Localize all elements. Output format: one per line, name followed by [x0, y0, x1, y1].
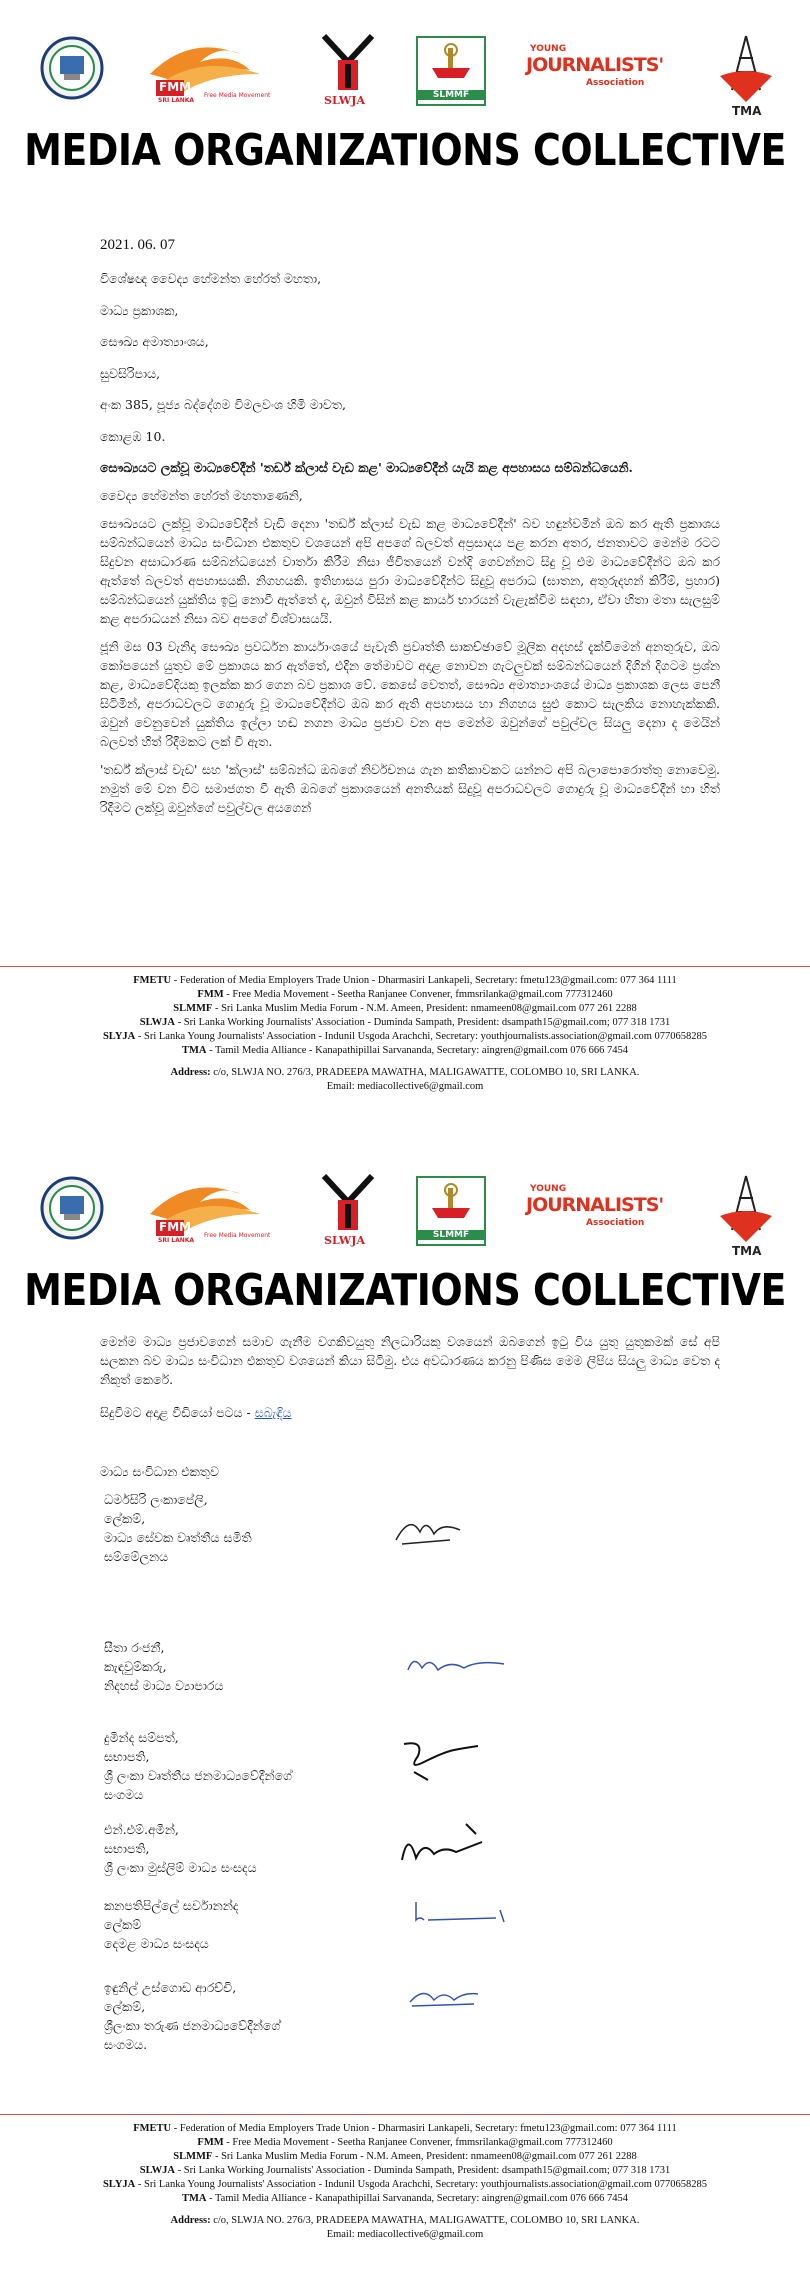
signatory-block	[104, 1978, 280, 2054]
signature-image	[404, 1896, 514, 1930]
letter-subject: සෞඛ්‍යයට ලක්වූ මාධ්‍යවේදීන් 'තර්ඩ් ක්ලාස් වැඩ කළ' මාධ්‍යවේදීන් යැයි කළ අපහාසය සම්බන්ධයෙනි.	[100, 460, 633, 475]
fmm-logo-caption: Free Media Movement	[204, 92, 271, 99]
letter-paragraph: සෞඛ්‍යයට ලක්වූ මාධ්‍යවේදීන් වැඩි දෙනා 'තර්ඩ් ක්ලාස් වැඩ කළ මාධ්‍යවේදීන්' බව හඳුන්වමින් ඔබ කර ඇති ප්‍රකාශය සම්බන්ධයෙන් මාධ්‍ය සංවිධාන එකතුව වශයෙන් අපි අපගේ බලවත් අප්‍රසාදය පළ කරන අතර, ජනතාවට මෙන්ම රටට සිදුවන අසාධාරණ සම්බන්ධයෙන් වාර්තා කිරීම නිසා ජීවිතයෙන් වන්දි ගෙවන්නට සිදු වූ එම මාධ්‍යවේදීන්ට ඔබ කර ඇත්තේ බලවත් අපහාසයකි. නිගහයකි. ඉතිහාසය පුරා මාධ්‍යවේදීන්ට සිදුවූ අපරාධ (ඝාතන, අතුරුදහන් කිරීම්, ප්‍රහාර) සම්බන්ධයෙන් යුක්තිය ඉටු නොවී ඇත්තේ ද, ඔවුන් විසින් කළ කාර්ය භාරයන් වැළැක්වීම සඳහා, ඒවා හිතා මතා සැලසුම් කළ අපරාධයන් නිසා බව අපගේ විශ්වාසයයි.	[100, 516, 720, 626]
slwja-logo	[318, 1172, 378, 1252]
letter-paragraph: 'තර්ඩ් ක්ලාස් වැඩ' සහ 'ක්ලාස්' සම්බන්ධ ඔබගේ නිර්වචනය ගැන කතිකාවකට යන්නට අපි බලාපොරොත්තු නොවෙමු. නමුත් මේ වන විට සමාජගත වී ඇති ඔබගේ ප්‍රකාශයෙන් අනතියක් සිදුවූ අපරාධවලට ගොදුරු වූ මාධ්‍යවේදීන් හා හිත් රිදීමට ලක්වූ ඔවුන්ගේ පවුල්වල අයගෙන්	[100, 762, 720, 815]
footer-line: SLMMF - Sri Lanka Muslim Media Forum - N.M. Ameen, President: nmameen08@gmail.com 077 261 2288	[173, 1003, 637, 1014]
footer-line: SLYJA - Sri Lanka Young Journalists' Association - Indunil Usgoda Arachchi, Secretary: youthjournalists.association@gmail.com 0770658285	[102, 1031, 708, 1042]
footer-email: Email: mediacollective6@gmail.com	[326, 2229, 484, 2240]
signatory-line: ධර්මසිරි ලංකාපේලි,	[104, 1492, 208, 1507]
slmmf-logo	[416, 36, 486, 106]
signatory-line: එන්.එම්.අමීන්,	[104, 1822, 179, 1837]
fmm-logo-text: FMM	[159, 80, 192, 94]
signatory-block	[104, 1490, 252, 1566]
signatory-line: ලේකම්,	[104, 1999, 146, 2014]
address-line: විශේෂඥ වෛද්‍ය හේමන්ත හේරත් මහතා,	[100, 271, 322, 286]
signatory-line: ලේකම්	[104, 1917, 142, 1932]
signatory-line: ලේකම්,	[104, 1511, 146, 1526]
letter-body-continued	[100, 1332, 720, 1490]
signatory-line: සම්මේලනය	[104, 1549, 169, 1564]
letter-salutation: වෛද්‍ය හේමන්ත හේරත් මහතාණෙනි,	[100, 488, 303, 503]
video-link[interactable]: සබැඳිය	[254, 1405, 292, 1420]
mediacollective-seal-logo	[40, 36, 104, 100]
footer-line: SLWJA - Sri Lanka Working Journalists' Association - Duminda Sampath, President: dsampath15@gmail.com; 077 318 1731	[139, 2165, 671, 2176]
signatory-block	[104, 1820, 257, 1877]
fmm-logo-sub: SRI LANKA	[158, 1237, 195, 1244]
footer-divider	[0, 966, 810, 967]
footer-divider	[0, 2114, 810, 2115]
signatory-line: සභාපති,	[104, 1749, 150, 1764]
yja-logo-text1: YOUNG	[530, 1184, 567, 1194]
recipient-address	[100, 269, 720, 446]
slmmf-logo-text: SLMMF	[418, 1230, 484, 1240]
tma-logo	[716, 1172, 776, 1262]
tma-logo-text: TMA	[732, 104, 762, 118]
letter-body	[100, 236, 720, 826]
tower-icon	[716, 32, 776, 104]
letter-paragraph: මෙන්ම මාධ්‍ය ප්‍රජාවගෙන් සමාව ගැනීම වගකිවයුතු නිලධාරියකු වශයෙන් ඔබගෙන් ඉටු විය යුතු යුතුකමක් සේ අපි සලකන බව මාධ්‍ය සංවිධාන එකතුව වශයෙන් කියා සිටිමු. එය අවධාරණය කරනු පිණිස මෙම ලිපිය සියලු මාධ්‍ය වෙත ද නිකුත් කෙරේ.	[100, 1334, 720, 1387]
slwja-logo	[318, 32, 378, 112]
mediacollective-seal-logo	[40, 1176, 104, 1240]
footer	[0, 2122, 810, 2242]
signature-image	[404, 1650, 514, 1680]
footer-line: SLYJA - Sri Lanka Young Journalists' Association - Indunil Usgoda Arachchi, Secretary: youthjournalists.association@gmail.com 0770658285	[102, 2179, 708, 2190]
footer	[0, 974, 810, 1094]
slmmf-logo-text: SLMMF	[418, 90, 484, 100]
signatory-block	[104, 1638, 223, 1695]
signatory-line: කැඳවුම්කරු,	[104, 1659, 167, 1674]
page-title: MEDIA ORGANIZATIONS COLLECTIVE	[24, 124, 786, 176]
fmm-logo-caption: Free Media Movement	[204, 1232, 271, 1239]
yja-logo-text1: YOUNG	[530, 44, 567, 54]
young-journalists-logo	[526, 44, 664, 104]
footer-line: FMM - Free Media Movement - Seetha Ranjanee Convener, fmmsrilanka@gmail.com 777312460	[197, 989, 613, 1000]
slwja-logo-text: SLWJA	[324, 94, 366, 107]
yja-logo-text3: Association	[586, 78, 645, 88]
slmmf-logo	[416, 1176, 486, 1246]
letter-paragraph: ජූනි මස 03 වැනිදා සෞඛ්‍ය ප්‍රවර්ධන කාර්යාංශයේ පැවැති ප්‍රවෘත්ති සාකච්ඡාවේ මූලික අදහස් දැක්වීමෙන් අනතුරුව, ඔබ කෝපයෙන් යුතුව මේ ප්‍රකාශය කර ඇත්තේ, එදින තේමාවට අදාළ නොවන ගැටලුවක් සම්බන්ධයෙන් දිගින් දිගටම ප්‍රශ්න කළ, මාධ්‍යවේදියකු ඉලක්ක කර ගෙන බව ප්‍රකාශ වේ. කෙසේ වෙතත්, සෞඛ්‍ය අමාත්‍යාංශයේ මාධ්‍ය ප්‍රකාශක ලෙස පෙනී සිටිමින්, අපරාධවලට ගොදුරු වූ මාධ්‍යවේදීන්ට ඔබ කර ඇති අපහාසය හා නිගහය සුළු කොට සැලකිය නොහැක්කකි. ඔවුන් වෙනුවෙන් යුක්තිය ඉල්ලා හඬ නගන මාධ්‍ය ප්‍රජාව වන අප මෙන්ම ඔවුන්ගේ පවුල්වල සියලු දෙනා ද මෙයින් බලවත් හිත් රිදීමකට ලක් වී ඇත.	[100, 639, 720, 749]
ship-icon	[418, 38, 484, 84]
signature-image	[394, 1736, 484, 1784]
address-line: කොළඹ 10.	[100, 428, 166, 444]
signatory-line: ශ්‍රීලංකා තරුණ ජනමාධ්‍යවේදීන්ගේ	[104, 2018, 281, 2033]
video-link-line	[100, 1403, 720, 1422]
letter-page-2	[0, 1140, 810, 2280]
footer-email: Email: mediacollective6@gmail.com	[326, 1081, 484, 1092]
young-journalists-logo	[526, 1184, 664, 1244]
signatory-line: සංගමය.	[104, 2037, 148, 2052]
signature-image	[390, 1510, 470, 1550]
signatory-line: නිදහස් මාධ්‍ය ව්‍යාපාරය	[104, 1678, 224, 1693]
pen-figure-icon	[318, 1172, 378, 1234]
video-link-label: සිදුවීමට අදාළ වීඩියෝ පටය -	[100, 1405, 251, 1420]
footer-address: Address: c/o, SLWJA NO. 276/3, PRADEEPA MAWATHA, MALIGAWATTE, COLOMBO 10, SRI LANKA.	[170, 2215, 640, 2226]
signatory-line: දෙමළ මාධ්‍ය සංසදය	[104, 1936, 209, 1951]
address-line: මාධ්‍ය ප්‍රකාශක,	[100, 302, 179, 318]
footer-line: TMA - Tamil Media Alliance - Kanapathipillai Sarvananda, Secretary: aingren@gmail.com 076 666 7454	[181, 1045, 629, 1056]
signatory-block	[104, 1728, 292, 1804]
signatory-line: ඉඳුනිල් උස්ගොඩ ආරච්චි,	[104, 1980, 237, 1995]
slwja-logo-text: SLWJA	[324, 1234, 366, 1247]
footer-line: SLMMF - Sri Lanka Muslim Media Forum - N.M. Ameen, President: nmameen08@gmail.com 077 261 2288	[173, 2151, 637, 2162]
signatory-line: දුමින්ද සම්පත්,	[104, 1730, 179, 1745]
yja-logo-text2: JOURNALISTS'	[526, 1194, 664, 1216]
signatory-line: ශ්‍රී ලංකා මුස්ලිම් මාධ්‍ය සංසදය	[104, 1860, 257, 1875]
tma-logo-text: TMA	[732, 1244, 762, 1258]
footer-address: Address: c/o, SLWJA NO. 276/3, PRADEEPA MAWATHA, MALIGAWATTE, COLOMBO 10, SRI LANKA.	[170, 1067, 640, 1078]
footer-line: TMA - Tamil Media Alliance - Kanapathipillai Sarvananda, Secretary: aingren@gmail.com 076 666 7454	[181, 2193, 629, 2204]
signatory-line: කනපතිපිල්ලේ සර්වානන්ද	[104, 1898, 239, 1913]
signatory-block	[104, 1896, 238, 1953]
footer-line: FMETU - Federation of Media Employers Trade Union - Dharmasiri Lankapeli, Secretary: fmetu123@gmail.com: 077 364 1111	[133, 975, 677, 986]
yja-logo-text3: Association	[586, 1218, 645, 1228]
ship-icon	[418, 1178, 484, 1224]
address-line: සුවසිරිපාය,	[100, 365, 161, 381]
header-logos	[30, 30, 780, 130]
page-title: MEDIA ORGANIZATIONS COLLECTIVE	[24, 1264, 786, 1316]
signatory-line: ශ්‍රී ලංකා වෘත්තීය ජනමාධ්‍යවේදීන්ගේ	[104, 1768, 293, 1783]
footer-line: FMETU - Federation of Media Employers Trade Union - Dharmasiri Lankapeli, Secretary: fmetu123@gmail.com: 077 364 1111	[133, 2123, 677, 2134]
footer-line: SLWJA - Sri Lanka Working Journalists' Association - Duminda Sampath, President: dsampath15@gmail.com; 077 318 1731	[139, 1017, 671, 1028]
fmm-logo	[140, 34, 300, 108]
signature-image	[404, 1982, 484, 2012]
signature-image	[396, 1820, 486, 1870]
signatory-line: මාධ්‍ය සේවක වෘත්තීය සමිති	[104, 1530, 252, 1545]
footer-line: FMM - Free Media Movement - Seetha Ranjanee Convener, fmmsrilanka@gmail.com 777312460	[197, 2137, 613, 2148]
signatory-line: සංගමය	[104, 1787, 144, 1802]
signatory-line: සීතා රංජනී,	[104, 1640, 165, 1655]
pen-figure-icon	[318, 32, 378, 94]
address-line: සෞඛ්‍ය අමාත්‍යාංශය,	[100, 334, 209, 349]
signatory-line: සභාපති,	[104, 1841, 150, 1856]
header-logos	[30, 1170, 780, 1270]
tma-logo	[716, 32, 776, 122]
yja-logo-text2: JOURNALISTS'	[526, 54, 664, 76]
fmm-logo	[140, 1174, 300, 1248]
fmm-logo-sub: SRI LANKA	[158, 97, 195, 104]
tower-icon	[716, 1172, 776, 1244]
signoff: මාධ්‍ය සංවිධාන එකතුව	[100, 1464, 219, 1479]
letter-date: 2021. 06. 07	[100, 237, 175, 253]
address-line: අංක 385, පූජ්‍ය බද්දේගම විමලවංශ හිමි මාවත,	[100, 397, 346, 412]
fmm-logo-text: FMM	[159, 1220, 192, 1234]
